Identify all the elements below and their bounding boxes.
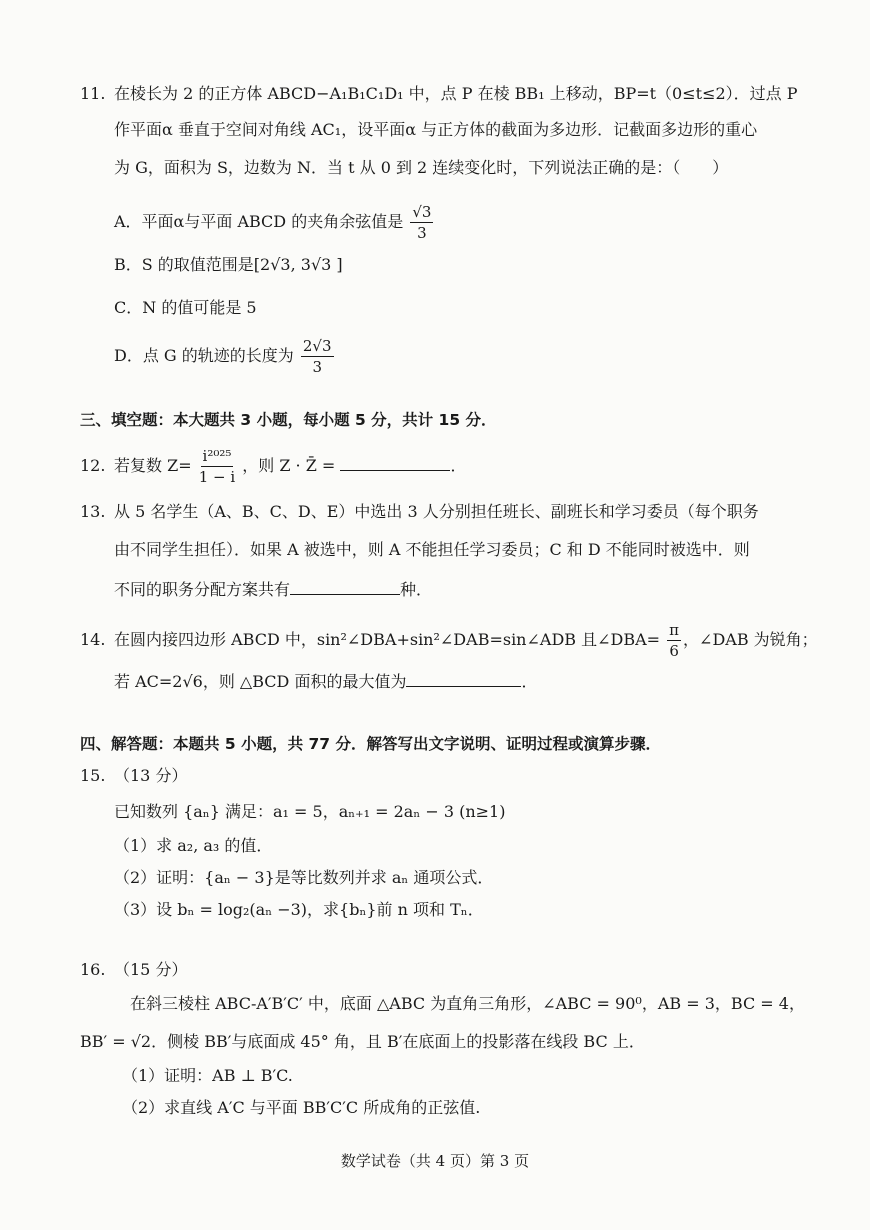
q13-text-line3: 不同的职务分配方案共有	[114, 580, 291, 599]
q11-option-a-text: A．平面α与平面 ABCD 的夹角余弦值是	[114, 212, 404, 231]
q11-option-d-numerator: 2√3	[302, 337, 332, 355]
q11-line1	[80, 82, 798, 106]
q14-text-line2-end: ．	[521, 672, 538, 691]
q16-part-1: （1）证明：AB ⊥ B′C.	[122, 1066, 293, 1085]
section-4-heading: 四、解答题：本题共 5 小题，共 77 分．解答写出文字说明、证明过程或演算步骤．	[80, 735, 661, 753]
q14-numerator: π	[669, 621, 680, 639]
q13-number: 13.	[80, 502, 106, 521]
q11-option-d	[114, 336, 336, 377]
q16-score: （15 分）	[114, 960, 188, 979]
q14-denominator: 6	[669, 642, 679, 660]
q11-text-line2: 作平面α 垂直于空间对角线 AC₁，设平面α 与正方体的截面为多边形．记截面多边形的重心	[114, 120, 758, 139]
q11-option-b: B．S 的取值范围是[2√3, 3√3 ]	[114, 255, 343, 274]
q14-text-line1-end: ，∠DAB 为锐角；	[683, 630, 818, 649]
q16-part-2: （2）求直线 A′C 与平面 BB′C′C 所成角的正弦值.	[122, 1098, 481, 1117]
q12-post: ，则 Z · Z̄ =	[242, 456, 336, 475]
q15-part-1: （1）求 a₂, a₃ 的值．	[114, 836, 273, 855]
q13-answer-blank[interactable]	[290, 576, 400, 595]
q12-end: ．	[450, 456, 467, 475]
q11-option-d-fraction	[301, 336, 334, 377]
q15-header	[80, 764, 187, 788]
q11-option-a	[114, 202, 435, 243]
q13-text-line1: 从 5 名学生（A、B、C、D、E）中选出 3 人分别担任班长、副班长和学习委员（每个职务	[114, 502, 759, 521]
q12-numerator: i²⁰²⁵	[202, 447, 232, 465]
q11-option-d-denominator: 3	[312, 358, 322, 376]
q11-number: 11.	[80, 84, 106, 103]
q15-score: （13 分）	[114, 766, 188, 785]
q12-denominator: 1 − i	[198, 468, 236, 486]
q16-text-line1: 在斜三棱柱 ABC-A′B′C′ 中，底面 △ABC 为直角三角形，∠ABC = 90⁰，AB = 3，BC = 4，	[130, 994, 805, 1013]
q13-line1	[80, 500, 759, 524]
q15-part-2: （2）证明：{aₙ − 3}是等比数列并求 aₙ 通项公式．	[114, 868, 494, 887]
q14-number: 14.	[80, 630, 106, 649]
page-footer: 数学试卷（共 4 页）第 3 页	[340, 1152, 530, 1170]
q12-fraction	[199, 446, 235, 487]
q16-text-line2: BB′ = √2．侧棱 BB′与底面成 45° 角，且 B′在底面上的投影落在线段 BC 上．	[80, 1032, 645, 1051]
q11-text-line1: 在棱长为 2 的正方体 ABCD−A₁B₁C₁D₁ 中，点 P 在棱 BB₁ 上移动，BP=t（0≤t≤2）．过点 P	[114, 84, 798, 103]
q11-option-d-text: D．点 G 的轨迹的长度为	[114, 346, 294, 365]
q14-text-line2: 若 AC=2√6，则 △BCD 面积的最大值为	[114, 672, 407, 691]
q16-number: 16.	[80, 960, 106, 979]
q11-text-line3: 为 G，面积为 S，边数为 N．当 t 从 0 到 2 连续变化时，下列说法正确的是：（ ）	[114, 158, 729, 177]
q14-line2	[114, 668, 537, 694]
q14-fraction	[667, 620, 681, 661]
q11-option-a-denominator: 3	[417, 224, 427, 242]
q13-text-line2: 由不同学生担任）．如果 A 被选中，则 A 不能担任学习委员；C 和 D 不能同时被选中．则	[114, 540, 750, 559]
q14-line1	[80, 620, 818, 661]
q11-option-a-numerator: √3	[412, 203, 432, 221]
q13-text-line3-end: 种．	[400, 580, 433, 599]
q14-answer-blank[interactable]	[406, 668, 521, 687]
q12	[80, 446, 466, 487]
q12-answer-blank[interactable]	[340, 452, 450, 471]
section-3-heading: 三、填空题：本大题共 3 小题，每小题 5 分，共计 15 分．	[80, 411, 497, 429]
q15-number: 15.	[80, 766, 106, 785]
q12-number: 12.	[80, 456, 106, 475]
q12-pre: 若复数 Z=	[114, 456, 192, 475]
q11-option-c: C．N 的值可能是 5	[114, 298, 257, 317]
q15-part-3: （3）设 bₙ = log₂(aₙ −3)，求{bₙ}前 n 项和 Tₙ．	[114, 900, 484, 919]
q13-line3	[114, 576, 432, 602]
q11-option-a-fraction	[410, 202, 433, 243]
q16-header	[80, 958, 187, 982]
q14-text-line1: 在圆内接四边形 ABCD 中，sin²∠DBA+sin²∠DAB=sin∠ADB 且∠DBA=	[114, 630, 661, 649]
q15-stem: 已知数列 {aₙ} 满足：a₁ = 5，aₙ₊₁ = 2aₙ − 3 (n≥1)	[114, 802, 506, 821]
